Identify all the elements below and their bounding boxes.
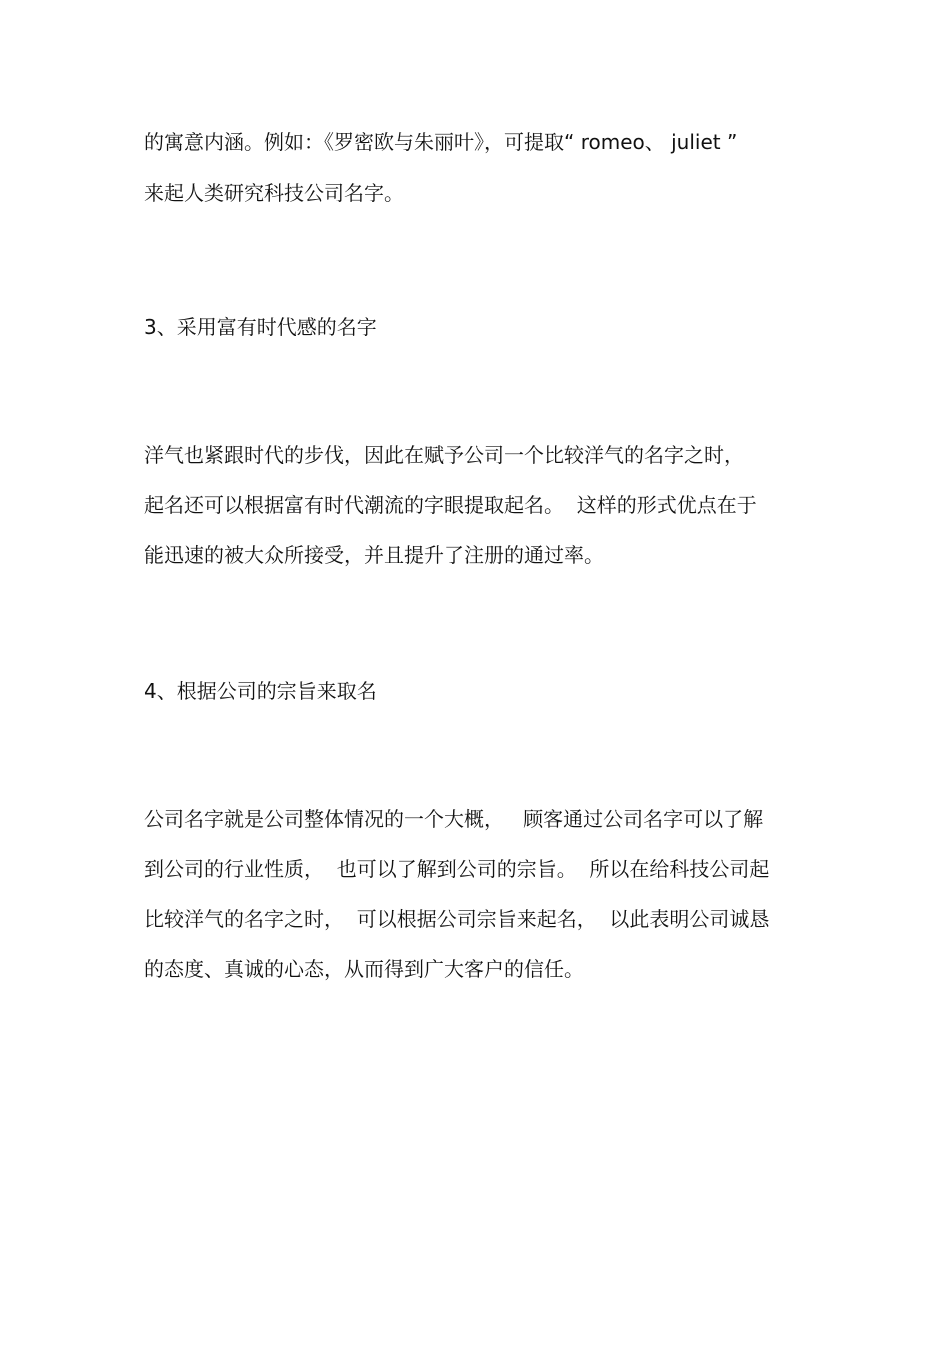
section-heading-3: 3、采用富有时代感的名字 — [144, 315, 377, 339]
paragraph-3-line-3: 比较洋气的名字之时， 可以根据公司宗旨来起名， 以此表明公司诚恳 — [144, 907, 770, 931]
paragraph-3-line-4: 的态度、真诚的心态，从而得到广大客户的信任。 — [144, 957, 584, 981]
paragraph-1-line-2: 来起人类研究科技公司名字。 — [144, 181, 404, 205]
paragraph-3-line-1: 公司名字就是公司整体情况的一个大概， 顾客通过公司名字可以了解 — [144, 807, 764, 831]
paragraph-1-line-1: 的寓意内涵。例如：《罗密欧与朱丽叶》，可提取“ romeo、 juliet ” — [144, 130, 738, 154]
section-heading-4: 4、根据公司的宗旨来取名 — [144, 679, 377, 703]
paragraph-2-line-1: 洋气也紧跟时代的步伐，因此在赋予公司一个比较洋气的名字之时， — [144, 443, 744, 467]
paragraph-2-line-3: 能迅速的被大众所接受，并且提升了注册的通过率。 — [144, 543, 604, 567]
paragraph-3-line-2: 到公司的行业性质， 也可以了解到公司的宗旨。 所以在给科技公司起 — [144, 857, 770, 881]
paragraph-2-line-2: 起名还可以根据富有时代潮流的字眼提取起名。 这样的形式优点在于 — [144, 493, 757, 517]
